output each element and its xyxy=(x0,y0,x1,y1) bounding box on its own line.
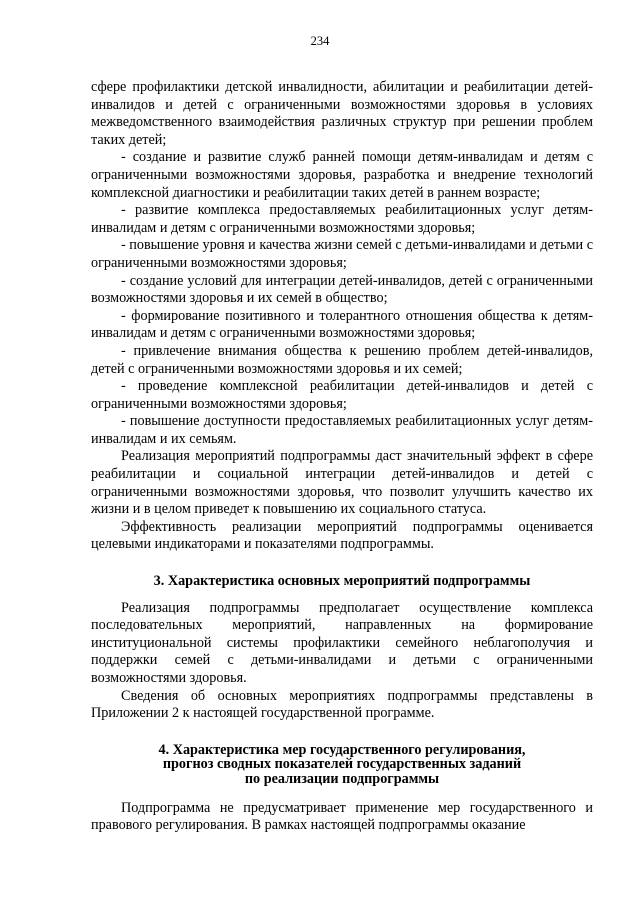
section-4-heading xyxy=(91,743,593,787)
section-3-paragraph-implementation: Реализация подпрограммы предполагает осуществление комплекса последовательных мероприятий, направленных на формирование институциональной системы профилактики семейного неблагополучия и поддержки семей с детьми-инвалидами и детьми с ограниченными возможностями здоровья. xyxy=(91,599,593,686)
section-4-heading-line-2: прогноз сводных показателей государственных заданий xyxy=(162,756,522,773)
section-4-paragraph-regulation: Подпрограмма не предусматривает применение мер государственного и правового регулирования. В рамках настоящей подпрограммы оказание xyxy=(91,799,593,834)
paragraph-continuation: сфере профилактики детской инвалидности, абилитации и реабилитации детей-инвалидов и детей с ограниченными возможностями здоровья в условиях межведомственного взаимодействия различных структур при решении проблем таких детей; xyxy=(91,79,593,148)
list-item-quality-of-life: - повышение уровня и качества жизни семей с детьми-инвалидами и детьми с ограниченными возможностями здоровья; xyxy=(91,237,593,271)
list-item-public-attention: - привлечение внимания общества к решению проблем детей-инвалидов, детей с ограниченными возможностями здоровья и их семей; xyxy=(91,342,593,377)
section-4-heading-line-3: по реализации подпрограммы xyxy=(244,770,440,787)
section-3-heading: 3. Характеристика основных мероприятий подпрограммы xyxy=(153,573,531,590)
section-3-paragraph-appendix: Сведения об основных мероприятиях подпрограммы представлены в Приложении 2 к настоящей государственной программе. xyxy=(91,687,593,722)
list-item-rehab-services: - развитие комплекса предоставляемых реабилитационных услуг детям-инвалидам и детям с ограниченными возможностями здоровья; xyxy=(91,202,593,236)
document-body xyxy=(91,79,593,835)
section-4-heading-line-1: 4. Характеристика мер государственного регулирования, xyxy=(158,741,526,758)
paragraph-effect: Реализация мероприятий подпрограммы даст значительный эффект в сфере реабилитации и социальной интеграции детей-инвалидов и детей с ограниченными возможностями здоровья, что позволит улучшить качество их жизни и в целом приведет к повышению их социального статуса. xyxy=(91,448,593,518)
list-item-early-help: - создание и развитие служб ранней помощи детям-инвалидам и детям с ограниченными возможностями здоровья, разработка и внедрение технологий комплексной диагностики и реабилитации таких детей в раннем возрасте; xyxy=(91,149,593,201)
list-item-integration: - создание условий для интеграции детей-инвалидов, детей с ограниченными возможностями здоровья и их семей в общество; xyxy=(91,272,593,307)
page-number: 234 xyxy=(310,34,330,48)
paragraph-efficiency: Эффективность реализации мероприятий подпрограммы оценивается целевыми индикаторами и показателями подпрограммы. xyxy=(91,518,593,553)
list-item-accessibility: - повышение доступности предоставляемых реабилитационных услуг детям-инвалидам и их семьям. xyxy=(91,413,593,447)
list-item-tolerant-attitude: - формирование позитивного и толерантного отношения общества к детям-инвалидам и детям с ограниченными возможностями здоровья; xyxy=(91,307,593,342)
list-item-complex-rehab: - проведение комплексной реабилитации детей-инвалидов и детей с ограниченными возможностями здоровья; xyxy=(91,378,593,412)
